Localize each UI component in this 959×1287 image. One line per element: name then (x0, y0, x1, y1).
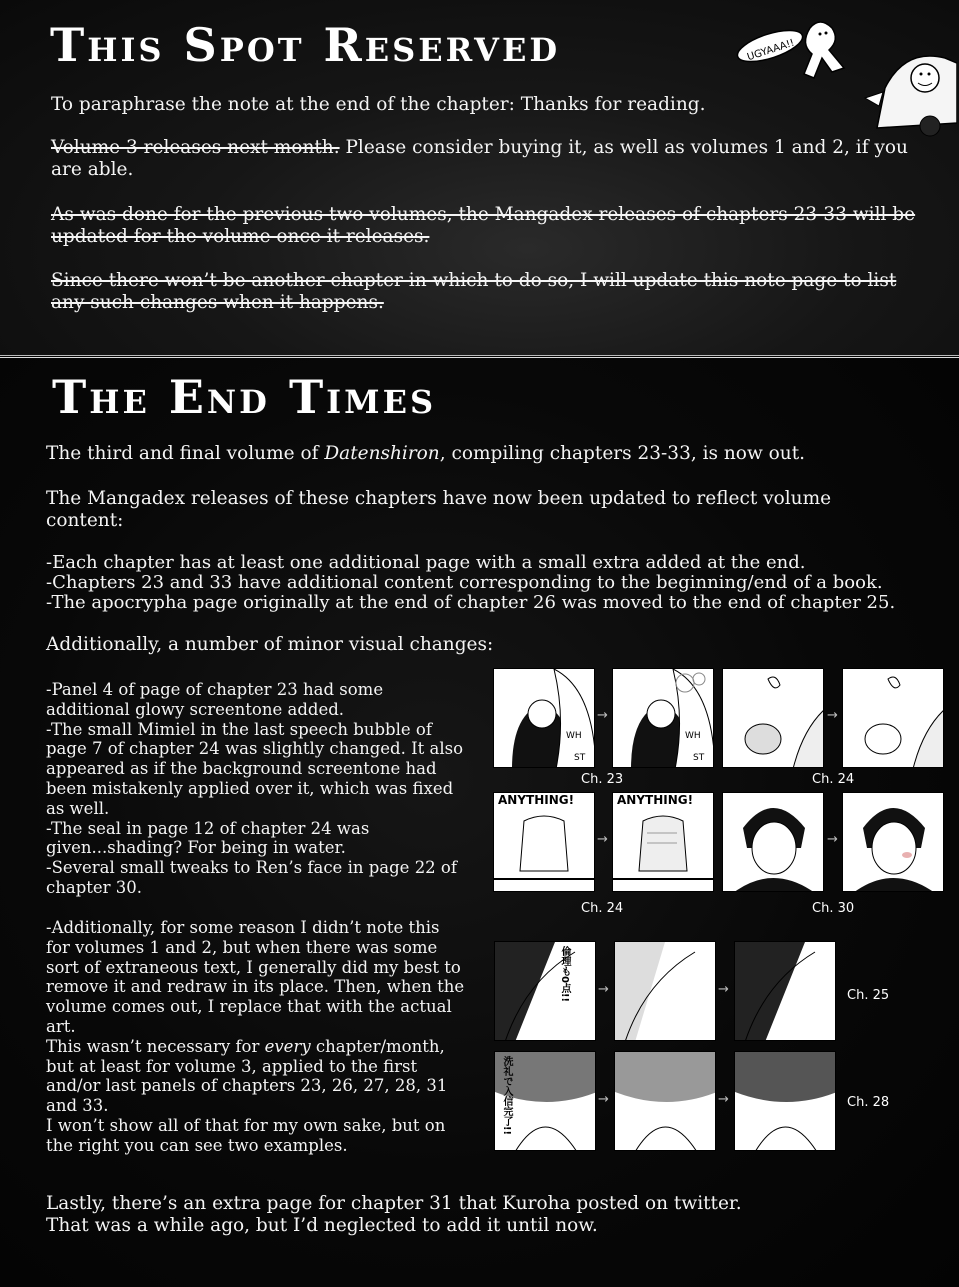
speech-text: ST (693, 753, 705, 763)
speech-text: WH (685, 731, 701, 741)
extraneous-text-block (46, 918, 464, 1156)
panel-ch23-before (493, 668, 595, 768)
list-line: That was a while ago, but I’d neglected to add it until now. (46, 1215, 598, 1236)
intro-text-b: , compiling chapters 23-33, is now out. (439, 443, 806, 464)
paragraph-mangadex-update: As was done for the previous two volumes, the Mangadex releases of chapters 23-33 will be updated for the volume once it releases. (51, 204, 916, 247)
panel-art (723, 669, 824, 768)
list-line: appeared as if the background screentone had (46, 759, 437, 779)
caption-ch24: Ch. 24 (581, 901, 624, 916)
list-line: chapter 30. (46, 877, 143, 897)
speech-text: ST (574, 753, 586, 763)
paragraph-lastly (46, 1193, 742, 1237)
section-title: This Spot Reserved (50, 18, 561, 72)
doodle-sfx: UGYAAA!! (745, 37, 796, 64)
doodle-illustration (725, 8, 957, 138)
list-line: -Panel 4 of page of chapter 23 had some (46, 680, 384, 699)
speech-text: 倫理も0点!! (559, 946, 570, 1003)
struck-text: Volume 3 releases next month. (51, 137, 340, 158)
section-this-spot-reserved (0, 0, 959, 356)
list-line: for volumes 1 and 2, but when there was some (46, 937, 438, 957)
list-line: the right you can see two examples. (46, 1135, 348, 1155)
caption-ch30: Ch. 30 (812, 901, 855, 916)
list-line: art. (46, 1016, 76, 1036)
panel-ch30-after (842, 792, 944, 892)
necessary-text-b: chapter/month, (310, 1036, 445, 1056)
list-item: -Chapters 23 and 33 have additional content corresponding to the beginning/end of a book. (46, 572, 883, 593)
panel-art (613, 793, 714, 892)
speech-text: ANYTHING! (617, 793, 694, 807)
bullet-list (46, 553, 895, 613)
caption-ch24: Ch. 24 (812, 772, 855, 787)
list-line: -The seal in page 12 of chapter 24 was (46, 818, 370, 838)
arrow-icon: → (598, 982, 609, 997)
panel-ch23-after (612, 668, 714, 768)
panel-art (843, 669, 944, 768)
panel-ch25-cleaned (614, 941, 716, 1041)
speech-text: 洗礼で入信完了!! (501, 1056, 512, 1136)
necessary-emphasis: every (264, 1036, 311, 1056)
list-line: sort of extraneous text, I generally did my best to (46, 957, 461, 977)
arrow-icon: → (827, 832, 838, 847)
paragraph-volume-release (51, 137, 931, 181)
list-item: -The apocrypha page originally at the end of chapter 26 was moved to the end of chapter 25. (46, 592, 896, 613)
intro-title: Datenshiron (324, 443, 440, 464)
paragraph-mangadex: The Mangadex releases of these chapters have now been updated to reflect volume content: (46, 488, 832, 531)
panel-ch28-cleaned (614, 1051, 716, 1151)
list-line: additional glowy screentone added. (46, 699, 345, 719)
arrow-icon: → (827, 708, 838, 723)
panel-art (735, 1052, 836, 1151)
paragraph-intro (46, 443, 926, 465)
list-line: -Additionally, for some reason I didn’t note this (46, 918, 440, 937)
caption-ch28: Ch. 28 (847, 1095, 890, 1110)
list-line: and 33. (46, 1096, 109, 1116)
panel-ch28-volume (734, 1051, 836, 1151)
panel-ch25-original (494, 941, 596, 1041)
list-line: remove it and redraw in its place. Then, when the (46, 977, 465, 997)
list-line: volume comes out, I replace that with the actual (46, 997, 452, 1017)
paragraph-additionally: Additionally, a number of minor visual changes: (46, 634, 494, 655)
panel-art (615, 1052, 716, 1151)
list-line: as well. (46, 798, 110, 818)
list-line (46, 1037, 464, 1057)
list-line: -The small Mimiel in the last speech bubble of (46, 719, 432, 739)
section-title: The End Times (52, 370, 437, 424)
panel-art (495, 942, 596, 1041)
list-line: page 7 of chapter 24 was slightly changed. It also (46, 739, 464, 759)
caption-ch25: Ch. 25 (847, 988, 890, 1003)
arrow-icon: → (597, 832, 608, 847)
list-line: Lastly, there’s an extra page for chapter 31 that Kuroha posted on twitter. (46, 1193, 742, 1214)
panel-art (615, 942, 716, 1041)
panel-art (843, 793, 944, 892)
panel-ch25-volume (734, 941, 836, 1041)
paragraph-note-update: Since there won’t be another chapter in which to do so, I will update this note page to list any such changes when it happens. (51, 270, 897, 313)
panel-ch24-mimiel-after (842, 668, 944, 768)
changes-list (46, 680, 463, 898)
panel-ch24-mimiel-before (722, 668, 824, 768)
arrow-icon: → (718, 1092, 729, 1107)
caption-ch23: Ch. 23 (581, 772, 624, 787)
panel-ch30-before (722, 792, 824, 892)
list-line: -Several small tweaks to Ren’s face in page 22 of (46, 858, 457, 878)
list-line: and/or last panels of chapters 23, 26, 27, 28, 31 (46, 1076, 448, 1096)
list-line: been mistakenly applied over it, which was fixed (46, 778, 454, 798)
panel-ch24-seal-before (493, 792, 595, 892)
panel-art (494, 793, 595, 892)
arrow-icon: → (598, 1092, 609, 1107)
intro-text-a: The third and final volume of (46, 443, 325, 464)
necessary-text-a: This wasn’t necessary for (46, 1036, 265, 1056)
arrow-icon: → (597, 708, 608, 723)
speech-text: WH (566, 731, 582, 741)
section-end-times (0, 357, 959, 1287)
speech-text: ANYTHING! (498, 793, 575, 807)
panel-art (723, 793, 824, 892)
paragraph-text: Please consider buying it, as well as volumes 1 and 2, if you are able. (51, 137, 908, 180)
arrow-icon: → (718, 982, 729, 997)
list-item: -Each chapter has at least one additional page with a small extra added at the end. (46, 552, 806, 573)
list-line: but at least for volume 3, applied to the first (46, 1056, 418, 1076)
panel-ch24-seal-after (612, 792, 714, 892)
paragraph-thanks: To paraphrase the note at the end of the chapter: Thanks for reading. (51, 94, 706, 115)
list-line: I won’t show all of that for my own sake, but on (46, 1115, 446, 1135)
panel-art (735, 942, 836, 1041)
list-line: given...shading? For being in water. (46, 838, 346, 858)
panel-ch28-original (494, 1051, 596, 1151)
